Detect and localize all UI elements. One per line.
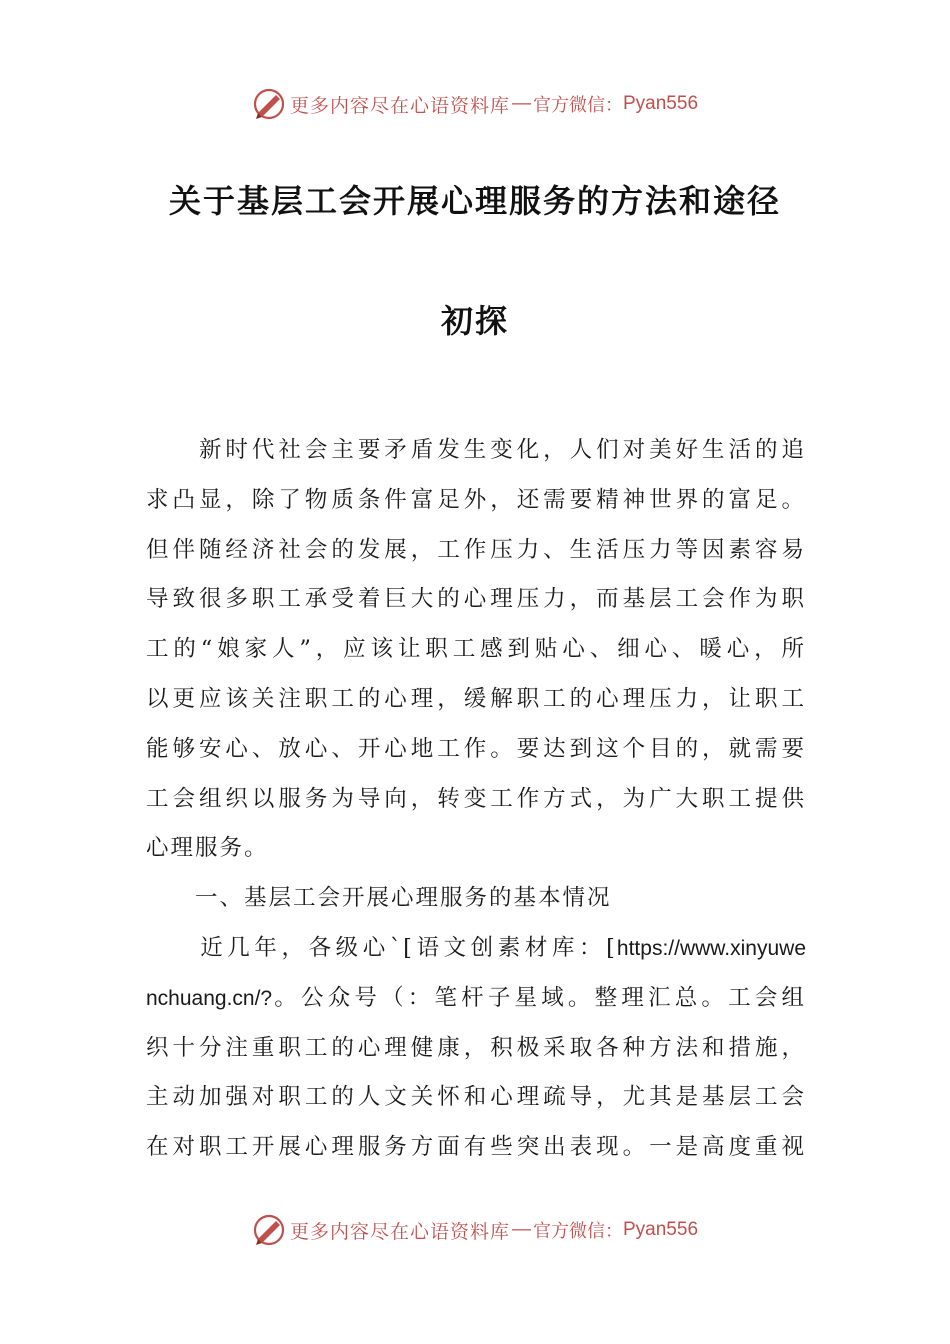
document-body <box>146 426 806 1173</box>
paragraph1-line: 心理服务。 <box>146 835 269 862</box>
paragraph2-line <box>146 974 806 1024</box>
document-title-line1: 关于基层工会开展心理服务的方法和途径 <box>168 182 781 220</box>
pen-logo-icon <box>252 87 286 121</box>
paragraph2-line: 主动加强对职工的人文关怀和心理疏导，尤其是基层工会 <box>146 1084 806 1111</box>
source-url-part2: nchuang.cn/? <box>146 986 273 1010</box>
paragraph2-line <box>146 924 806 974</box>
paragraph1-line: 新时代社会主要矛盾发生变化，人们对美好生活的追 <box>146 437 806 463</box>
watermark-main-text: 更多内容尽在心语资料库 <box>289 1220 510 1243</box>
paragraph2-line: 在对职工开展心理服务方面有些突出表现。一是高度重视 <box>146 1134 806 1161</box>
watermark-official-label: 官方微信： <box>533 95 623 116</box>
section-heading: 一、基层工会开展心理服务的基本情况 <box>146 885 612 912</box>
watermark-main-text: 更多内容尽在心语资料库 <box>289 94 510 117</box>
watermark-official-label: 官方微信： <box>533 1221 623 1242</box>
watermark-dash: — <box>512 93 531 114</box>
paragraph1-line: 但伴随经济社会的发展，工作压力、生活压力等因素容易 <box>146 536 806 563</box>
paragraph1-line: 导致很多职工承受着巨大的心理压力，而基层工会作为职 <box>146 586 806 613</box>
paragraph1-line: 工的“娘家人”，应该让职工感到贴心、细心、暖心，所 <box>146 636 806 663</box>
watermark-wechat-id: Pyan556 <box>623 1219 699 1240</box>
paragraph2-line1-prefix: 近几年，各级心`[语文创素材库：[ <box>146 934 617 961</box>
paragraph1-line: 以更应该关注职工的心理，缓解职工的心理压力，让职工 <box>146 685 806 712</box>
paragraph2-line2-suffix: 。公众号（：笔杆子星域。整理汇总。工会组 <box>272 984 806 1011</box>
source-url-part1: https://www.xinyuwe <box>616 936 806 960</box>
paragraph1-line: 工会组织以服务为导向，转变工作方式，为广大职工提供 <box>146 785 806 812</box>
header-watermark <box>0 84 950 124</box>
document-title-line2: 初探 <box>440 302 509 340</box>
watermark-dash: — <box>512 1219 531 1240</box>
footer-watermark <box>0 1210 950 1250</box>
watermark-wechat-id: Pyan556 <box>623 93 699 114</box>
pen-logo-icon <box>252 1213 286 1247</box>
paragraph2-line: 织十分注重职工的心理健康，积极采取各种方法和措施， <box>146 1034 806 1061</box>
paragraph1-line: 求凸显，除了物质条件富足外，还需要精神世界的富足。 <box>146 486 806 513</box>
paragraph1-line: 能够安心、放心、开心地工作。要达到这个目的，就需要 <box>146 735 806 762</box>
